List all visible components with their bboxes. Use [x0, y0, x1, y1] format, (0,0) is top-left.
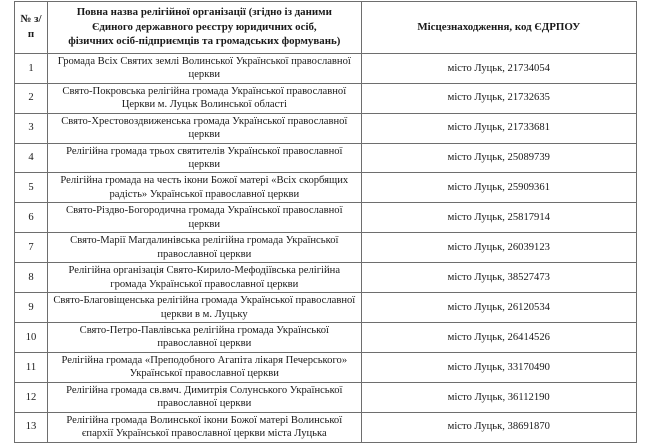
organization-name: Релігійна громада «Преподобного Агапіта лікаря Печерського» Української православної церкви	[48, 352, 362, 382]
organization-name: Свято-Покровська релігійна громада Української православної Церкви м. Луцьк Волинської області	[48, 83, 362, 113]
table-row	[15, 173, 637, 203]
table-row	[15, 263, 637, 293]
table-row	[15, 233, 637, 263]
organization-name: Релігійна організація Свято-Кирило-Мефодіївська релігійна громада Української православної церкви	[48, 263, 362, 293]
table-row	[15, 352, 637, 382]
column-header-organization-name	[48, 2, 362, 54]
organization-location-code: місто Луцьк, 38691870	[361, 412, 636, 442]
organization-name: Свято-Хрестовоздвиженська громада Української православної церкви	[48, 113, 362, 143]
column-header-name-line-2: Єдиного державного реєстру юридичних осіб,	[91, 20, 317, 33]
religious-organizations-table	[14, 1, 637, 443]
table-header	[15, 2, 637, 54]
organization-name: Свято-Благовіщенська релігійна громада Української православної церкви в м. Луцьку	[48, 293, 362, 323]
organization-location-code: місто Луцьк, 25817914	[361, 203, 636, 233]
organization-name: Свято-Марії Магдалинівська релігійна громада Української православної церкви	[48, 233, 362, 263]
organization-location-code: місто Луцьк, 26120534	[361, 293, 636, 323]
row-number: 5	[15, 173, 48, 203]
row-number: 9	[15, 293, 48, 323]
organization-name: Релігійна громада св.вмч. Димитрія Солунського Української православної церкви	[48, 382, 362, 412]
organization-location-code: місто Луцьк, 25089739	[361, 143, 636, 173]
organization-location-code: місто Луцьк, 21732635	[361, 83, 636, 113]
organization-location-code: місто Луцьк, 26039123	[361, 233, 636, 263]
table-row	[15, 412, 637, 442]
table-row	[15, 382, 637, 412]
table-row	[15, 53, 637, 83]
organization-location-code: місто Луцьк, 21734054	[361, 53, 636, 83]
column-header-name-line-3: фізичних осіб-підприємців та громадських формувань)	[68, 35, 341, 48]
organization-location-code: місто Луцьк, 38527473	[361, 263, 636, 293]
column-header-name-line-1: Повна назва релігійної організації (згідно із даними	[76, 6, 332, 18]
organization-location-code: місто Луцьк, 26414526	[361, 322, 636, 352]
row-number: 13	[15, 412, 48, 442]
organization-name: Свято-Різдво-Богородична громада Української православної церкви	[48, 203, 362, 233]
table-row	[15, 203, 637, 233]
table-header-row	[15, 2, 637, 54]
table-row	[15, 293, 637, 323]
table-row	[15, 113, 637, 143]
organization-name: Релігійна громада трьох святителів Української православної церкви	[48, 143, 362, 173]
organization-location-code: місто Луцьк, 25909361	[361, 173, 636, 203]
row-number: 4	[15, 143, 48, 173]
table-row	[15, 143, 637, 173]
row-number: 10	[15, 322, 48, 352]
row-number: 1	[15, 53, 48, 83]
row-number: 3	[15, 113, 48, 143]
organization-location-code: місто Луцьк, 21733681	[361, 113, 636, 143]
column-header-location: Місцезнаходження, код ЄДРПОУ	[361, 2, 636, 54]
row-number: 12	[15, 382, 48, 412]
row-number: 2	[15, 83, 48, 113]
table-row	[15, 322, 637, 352]
row-number: 8	[15, 263, 48, 293]
row-number: 6	[15, 203, 48, 233]
table-body	[15, 53, 637, 442]
row-number: 7	[15, 233, 48, 263]
organization-name: Релігійна громада Волинської ікони Божої матері Волинської єпархії Української православної церкви міста Луцька	[48, 412, 362, 442]
organization-name: Свято-Петро-Павлівська релігійна громада Української православної церкви	[48, 322, 362, 352]
organization-location-code: місто Луцьк, 36112190	[361, 382, 636, 412]
organization-name: Релігійна громада на честь ікони Божої матері «Всіх скорбящих радість» Української православної церкви	[48, 173, 362, 203]
column-header-number: № з/п	[15, 2, 48, 54]
table-row	[15, 83, 637, 113]
organization-location-code: місто Луцьк, 33170490	[361, 352, 636, 382]
organization-name: Громада Всіх Святих землі Волинської Української православної церкви	[48, 53, 362, 83]
row-number: 11	[15, 352, 48, 382]
